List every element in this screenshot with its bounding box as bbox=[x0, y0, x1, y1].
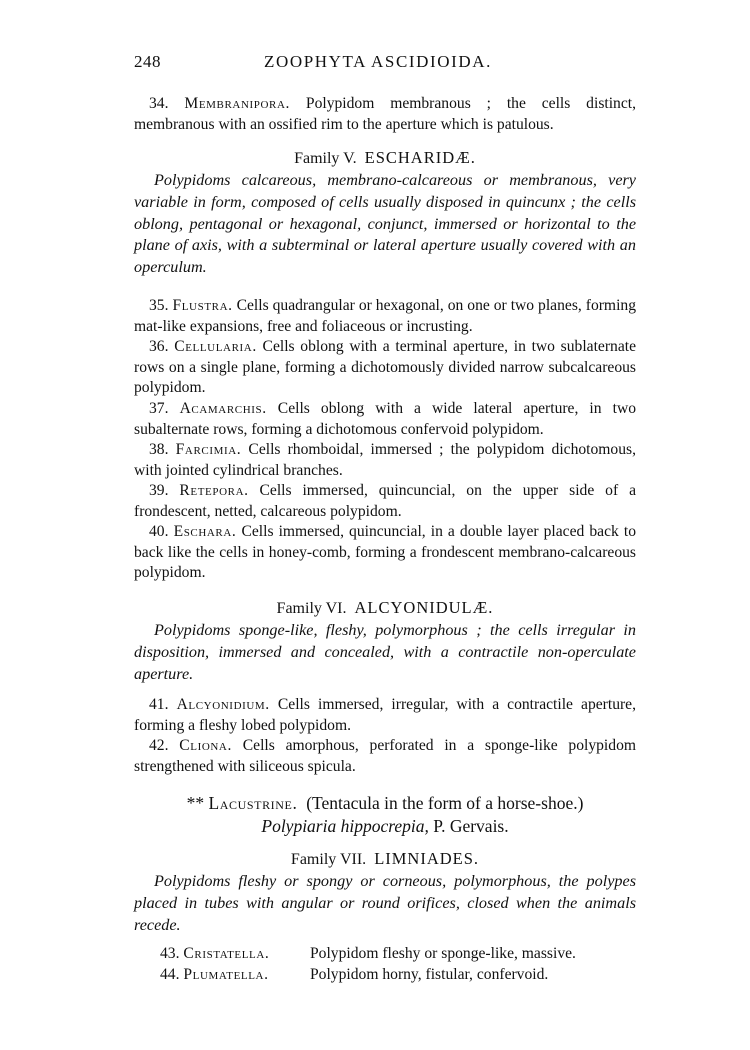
family-label: Family V. bbox=[294, 150, 357, 167]
entry-number: 36. bbox=[149, 338, 169, 355]
entry-44 bbox=[160, 964, 548, 985]
genus-name: Acamarchis. bbox=[179, 400, 267, 417]
family-heading-6 bbox=[134, 598, 636, 618]
lacustrine-marker: ** bbox=[186, 793, 205, 813]
entry-text: Cells immersed, irregular, with a contractile aperture, forming a fleshy lobed polypidom. bbox=[134, 696, 636, 734]
lacustrine-species-line bbox=[134, 815, 636, 838]
family-label: Family VII. bbox=[290, 851, 367, 868]
lacustrine-heading bbox=[134, 792, 636, 815]
entry-43 bbox=[160, 943, 576, 964]
entry-36 bbox=[134, 337, 636, 399]
species-authority: P. Gervais. bbox=[433, 816, 509, 836]
running-title: ZOOPHYTA ASCIDIOIDA. bbox=[264, 52, 493, 71]
entry-39 bbox=[134, 481, 636, 522]
genus-name: Retepora. bbox=[179, 482, 249, 499]
genus-name: Cellularia. bbox=[174, 338, 257, 355]
page-header bbox=[134, 52, 634, 82]
genus-name: Cristatella. bbox=[183, 945, 270, 962]
family-heading-5 bbox=[134, 148, 636, 168]
family-name: ALCYONIDULÆ. bbox=[354, 598, 494, 617]
entry-text: Cells quadrangular or hexagonal, on one or two planes, forming mat-like expansions, free and foliaceous or incrusting. bbox=[134, 297, 636, 335]
entry-number: 43. bbox=[160, 945, 180, 962]
lacustrine-title: Lacustrine. bbox=[208, 793, 298, 813]
entry-text: Polypidom membranous ; the cells distinct, membranous with an ossified rim to the aperture which is patulous. bbox=[134, 95, 636, 133]
family-name: LIMNIADES. bbox=[374, 849, 480, 868]
entry-number: 38. bbox=[149, 441, 169, 458]
entry-37 bbox=[134, 399, 636, 440]
entry-41 bbox=[134, 695, 636, 736]
entry-text: Cells oblong with a terminal aperture, in two sublaternate rows on a single plane, forming a dichotomously divided narrow subcalcareous polypidom. bbox=[134, 338, 637, 397]
family-description-6: Polypidoms sponge-like, fleshy, polymorphous ; the cells irregular in disposition, immersed and concealed, with a contractile non-operculate aperture. bbox=[134, 621, 636, 683]
entry-number: 42. bbox=[149, 737, 169, 754]
family-label: Family VI. bbox=[276, 600, 347, 617]
genus-name: Membranipora. bbox=[184, 95, 291, 112]
entry-40 bbox=[134, 522, 636, 584]
entry-text: Polypidom fleshy or sponge-like, massive. bbox=[310, 945, 576, 962]
entry-number: 39. bbox=[149, 482, 169, 499]
entry-text: Cells immersed, quincuncial, on the upper side of a frondescent, netted, calcareous polypidom. bbox=[134, 482, 636, 520]
entry-text: Polypidom horny, fistular, confervoid. bbox=[310, 966, 549, 983]
page-number: 248 bbox=[134, 52, 161, 71]
entry-text: Cells oblong with a wide lateral aperture, in two subalternate rows, forming a dichotomous confervoid polypidom. bbox=[134, 400, 636, 438]
family-name: ESCHARIDÆ. bbox=[364, 148, 476, 167]
genus-name: Alcyonidium. bbox=[176, 696, 270, 713]
family-heading-7 bbox=[134, 849, 636, 869]
entry-text: Cells amorphous, perforated in a sponge-like polypidom strengthened with siliceous spicula. bbox=[134, 737, 636, 775]
genus-name: Eschara. bbox=[173, 523, 237, 540]
entry-number: 37. bbox=[149, 400, 169, 417]
lacustrine-note: (Tentacula in the form of a horse-shoe.) bbox=[306, 793, 584, 813]
entry-text: Cells immersed, quincuncial, in a double layer placed back to back like the cells in honey-comb, forming a frondescent membrano-calcareous polypidom. bbox=[134, 523, 636, 582]
entry-34 bbox=[134, 94, 636, 135]
species-name: Polypiaria hippocrepia, bbox=[261, 816, 429, 836]
entry-38 bbox=[134, 440, 636, 481]
entry-number: 44. bbox=[160, 966, 180, 983]
entry-42 bbox=[134, 736, 636, 777]
genus-name: Flustra. bbox=[172, 297, 233, 314]
entry-number: 40. bbox=[149, 523, 169, 540]
entry-text: Cells rhomboidal, immersed ; the polypidom dichotomous, with jointed cylindrical branches. bbox=[134, 441, 636, 479]
genus-name: Cliona. bbox=[179, 737, 232, 754]
family-description-5: Polypidoms calcareous, membrano-calcareous or membranous, very variable in form, composed of cells usually disposed in quincunx ; the cells oblong, pentagonal or hexagonal, conjunct, immersed or horizontal to the plane of axis, with a subterminal or lateral aperture usually covered with an operculum. bbox=[134, 171, 636, 277]
genus-name: Plumatella. bbox=[183, 966, 269, 983]
entry-number: 34. bbox=[149, 95, 169, 112]
entry-number: 41. bbox=[149, 696, 169, 713]
family-description-7: Polypidoms fleshy or spongy or corneous, polymorphous, the polypes placed in tubes with angular or round orifices, closed when the animals recede. bbox=[134, 872, 636, 934]
entry-35 bbox=[134, 296, 636, 337]
genus-name: Farcimia. bbox=[175, 441, 242, 458]
entry-number: 35. bbox=[149, 297, 169, 314]
